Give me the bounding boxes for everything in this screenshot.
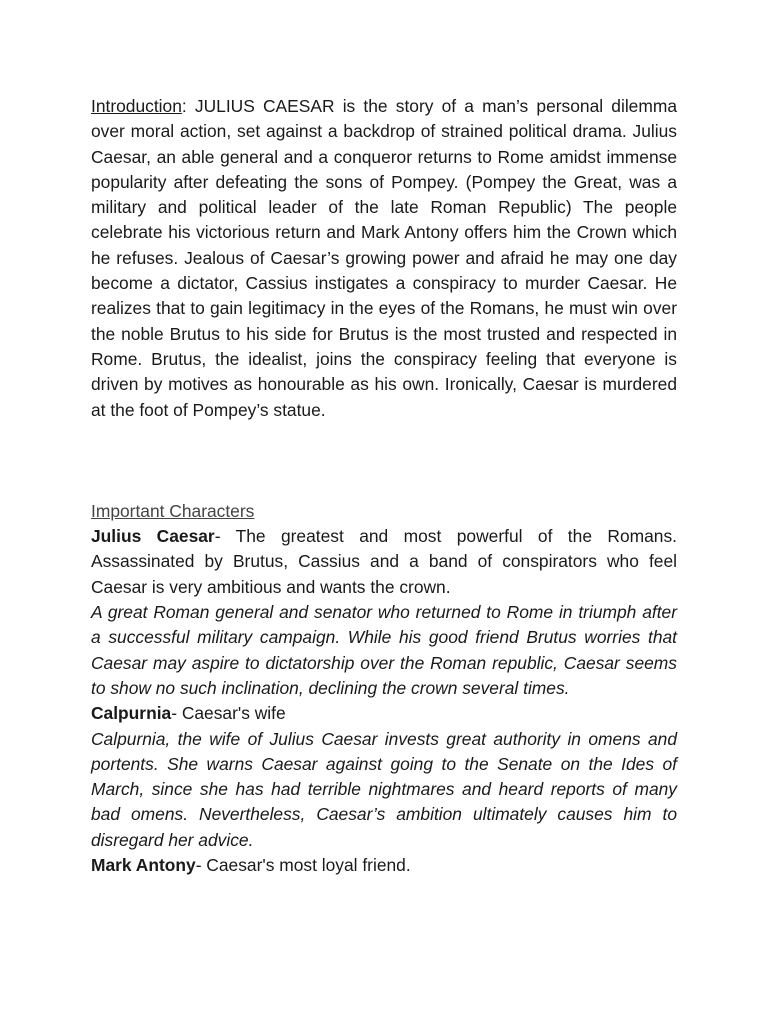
character-calpurnia-summary [91, 701, 677, 726]
introduction-body: JULIUS CAESAR is the story of a man’s personal dilemma over moral action, set against a backdrop of strained political drama. Julius Caesar, an able general and a conqueror returns to Rome amidst immense popularity after defeating the sons of Pompey. (Pompey the Great, was a military and political leader of the late Roman Republic) The people celebrate his victorious return and Mark Antony offers him the Crown which he refuses. Jealous of Caesar’s growing power and afraid he may one day become a dictator, Cassius instigates a conspiracy to murder Caesar. He realizes that to gain legitimacy in the eyes of the Romans, he must win over the noble Brutus to his side for Brutus is the most trusted and respected in Rome. Brutus, the idealist, joins the conspiracy feeling that everyone is driven by motives as honourable as his own. Ironically, Caesar is murdered at the foot of Pompey’s statue. [91, 96, 677, 420]
character-name: Calpurnia [91, 703, 172, 724]
section-spacer [91, 423, 677, 499]
characters-heading: Important Characters [91, 500, 255, 521]
introduction-colon: : [181, 96, 187, 116]
character-julius-caesar-detail: A great Roman general and senator who returned to Rome in triumph after a successful military campaign. While his good friend Brutus worries that Caesar may aspire to dictatorship over the Roman republic, Caesar seems to show no such inclination, declining the crown several times. [91, 602, 677, 698]
character-summary: - Caesar's wife [171, 703, 286, 724]
character-name: Mark Antony [91, 855, 196, 876]
character-summary: - The greatest and most powerful of the Romans. Assassinated by Brutus, Cassius and a band of conspirators who feel Caesar is very ambitious and wants the crown. [91, 526, 677, 597]
character-name: Julius Caesar [91, 526, 215, 547]
character-mark-antony-summary [91, 853, 677, 878]
character-calpurnia-detail: Calpurnia, the wife of Julius Caesar invests great authority in omens and portents. She warns Caesar against going to the Senate on the Ides of March, since she has had terrible nightmares and heard reports of many bad omens. Nevertheless, Caesar’s ambition ultimately causes him to disregard her advice. [91, 728, 677, 850]
introduction-label: Introduction [91, 96, 182, 116]
character-summary: - Caesar's most loyal friend. [195, 855, 411, 876]
document-page [91, 94, 677, 878]
introduction-paragraph [91, 94, 677, 423]
character-julius-caesar-summary [91, 524, 677, 600]
